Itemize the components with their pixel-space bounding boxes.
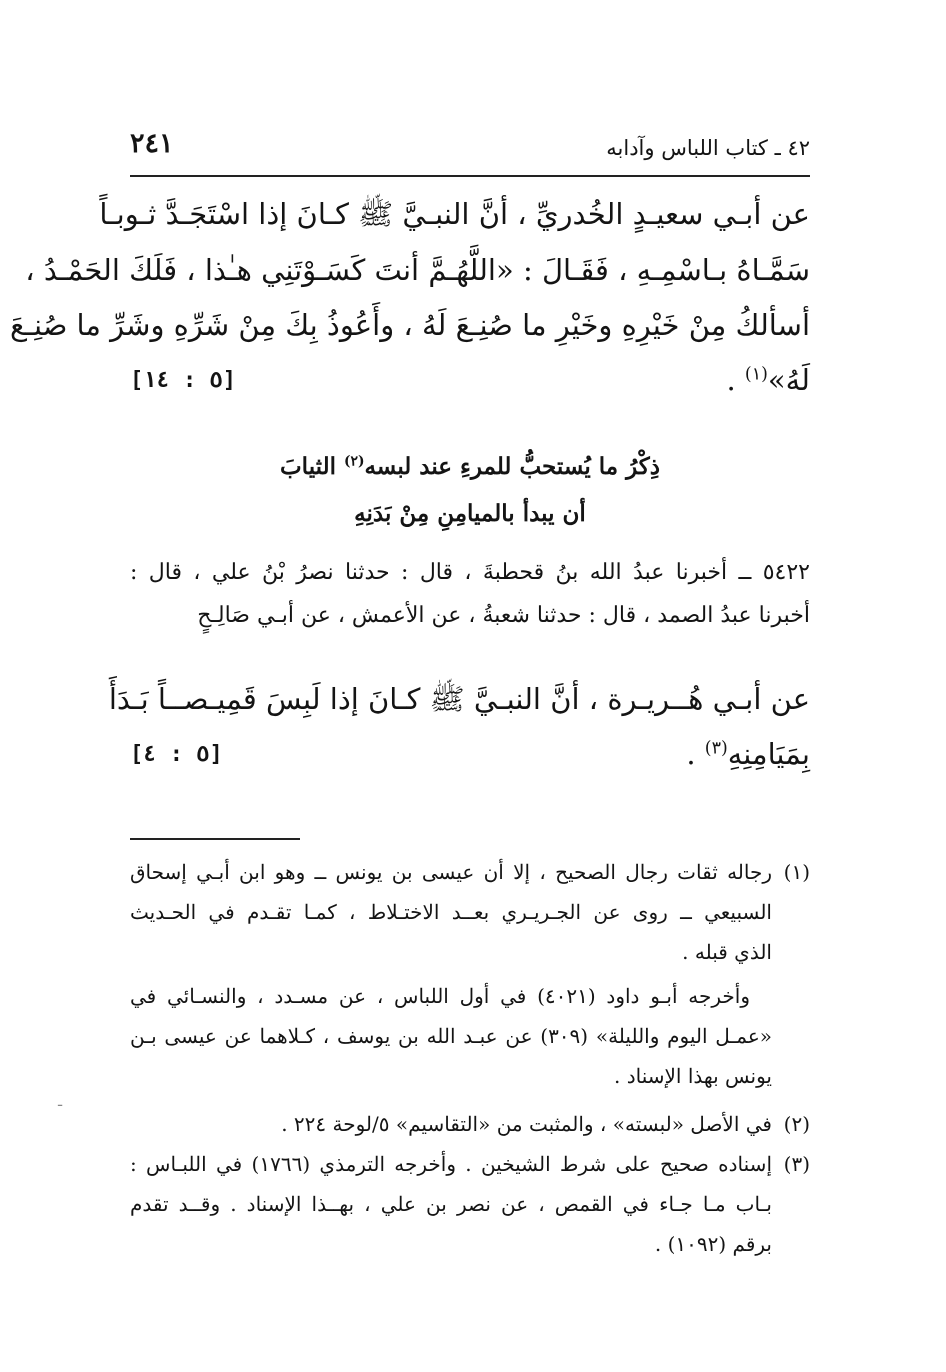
footnote-rule (130, 838, 300, 840)
footnote-ref-1: (١) (744, 364, 768, 385)
footnote-3-line-1: إسناده صحيح على شرط الشيخين . وأخرجه الترمذي (١٧٦٦) في اللبـاس : (130, 1152, 772, 1176)
footnote-1-line-3: الذي قبله . (682, 940, 772, 964)
running-title: ٤٢ ـ كتاب اللباس وآدابه (606, 136, 810, 160)
footnote-ref-2: (٢) (343, 453, 365, 470)
hadith-5422-matn-line-2 (130, 737, 810, 771)
footnote-3-line-2: بـاب مـا جـاء في القمص ، عن نصر بن علي ، بهــذا الإسناد . وقــد تقدم (130, 1192, 772, 1216)
footnote-1-line-5: «عمـل اليوم والليلة» (٣٠٩) عن عبـد الله بن يوسف ، كـلاهما عن عيسى بـن (130, 1024, 772, 1048)
footnote-number: (١) (783, 860, 810, 884)
chapter-heading-line-2: أن يبدأ بالميامِنِ مِنْ بَدَنِهِ (354, 500, 586, 527)
footnote-3-line-3: برقم (١٠٩٢) . (654, 1232, 772, 1256)
footnote-1 (130, 860, 810, 1090)
hadith-5421-line-2: سَمَّـاهُ بـاسْمِـهِ ، فَقَـالَ : «اللَّهُـمَّ أنتَ كَسَـوْتَنِي هـٰذا ، فَلَكَ الحَمْـدُ ، (25, 253, 810, 287)
margin-mark: ـ (58, 1094, 63, 1110)
footnote-2-line-1: في الأصل «لبسته» ، والمثبت من «التقاسيم» ٥/لوحة ٢٢٤ . (281, 1112, 772, 1136)
hadith-5422-isnad-line-2: أخبرنا عبدُ الصمد ، قال : حدثنا شعبةُ ، عن الأعمش ، عن أبـي صَالِـحٍ (197, 603, 810, 628)
page-number: ٢٤١ (130, 128, 174, 159)
hadith-5422-matn-line-1: عن أبـي هُــريـرة ، أنَّ النبـيَّ ﷺ كـانَ إذا لَبِسَ قَمِيـصــاً بَـدَأَ (108, 682, 810, 716)
hadith-5421-end: . (726, 363, 745, 397)
header-rule (130, 175, 810, 177)
heading-text-end: الثيابَ (280, 453, 344, 480)
page-header (130, 128, 810, 168)
hadith-5421-line-1: عن أبـي سعيـدٍ الخُدريِّ ، أنَّ النبـيَّ ﷺ كـانَ إذا اسْتَجَـدَّ ثـوبـاً (99, 197, 810, 231)
heading-text: ذِكْرُ ما يُستحبُّ للمرءِ عند لبسه (364, 453, 660, 480)
hadith-5421-text: لَهُ» (767, 363, 810, 397)
chapter-heading-line-1 (130, 453, 810, 480)
footnote-1-line-2: السبيعي ــ روى عن الجـريـري بعــد الاختـلاط ، كمـا تقـدم في الحـديث (130, 900, 772, 924)
hadith-5421-reference: [٥ : ١٤] (130, 368, 236, 393)
footnote-1-line-6: يونس بهذا الإسناد . (614, 1064, 772, 1088)
footnote-1-line-1: رجاله ثقات رجال الصحيح ، إلا أن عيسى بن يونس ــ وهو ابن أبـي إسحاق (130, 860, 772, 884)
footnote-3 (130, 1152, 810, 1272)
hadith-5422-end: . (686, 737, 705, 771)
hadith-5422-reference: [٥ : ٤] (130, 742, 223, 767)
hadith-5422-isnad-line-1: ٥٤٢٢ ــ أخبرنا عبدُ الله بنُ قحطبةَ ، قال : حدثنا نصرُ بْنُ علي ، قال : (130, 560, 810, 585)
hadith-5422-text: بِمَيَامِنِهِ (727, 737, 810, 771)
footnote-number: (٢) (783, 1112, 810, 1136)
page (10, 0, 810, 1372)
footnote-number: (٣) (783, 1152, 810, 1176)
footnote-ref-3: (٣) (704, 738, 728, 759)
footnote-2 (130, 1112, 810, 1142)
hadith-5421-line-3: أسألكُ مِنْ خَيْرِهِ وخَيْرِ ما صُنِـعَ لَهُ ، وأَعُوذُ بِكَ مِنْ شَرِّهِ وشَرِّ ما صُنِـعَ (10, 308, 810, 342)
footnote-1-line-4: وأخرجه أبـو داود (٤٠٢١) في أول اللباس ، عن مسـدد ، والنسـائي في (130, 984, 750, 1008)
